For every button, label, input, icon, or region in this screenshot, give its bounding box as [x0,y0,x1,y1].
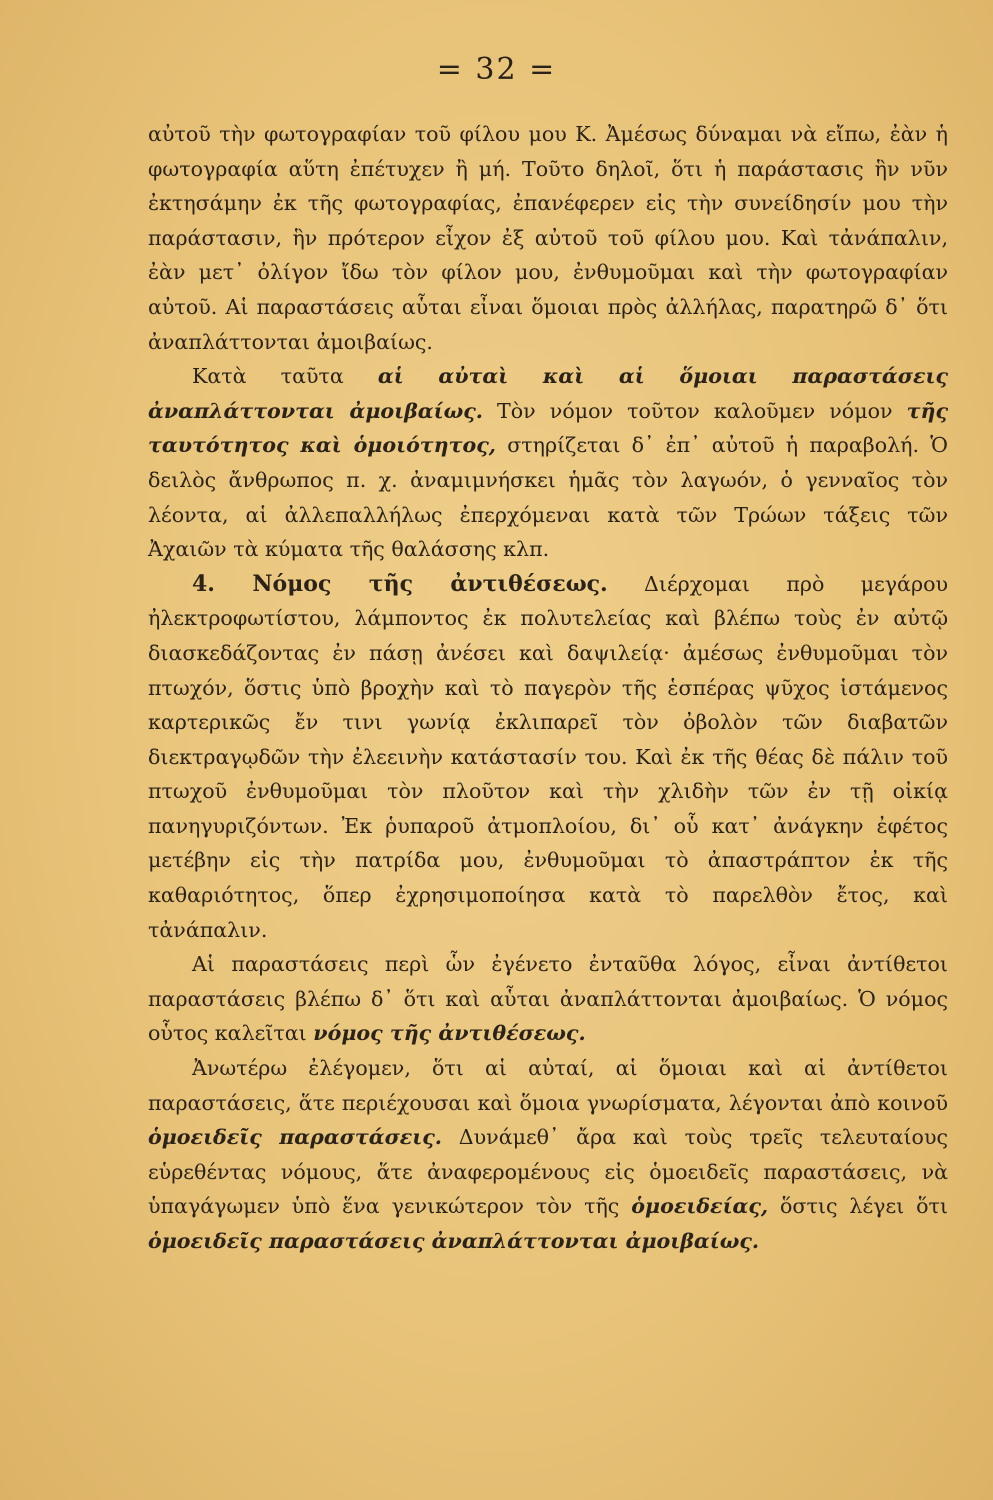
page-number: = 32 = [436,52,557,87]
law-of-homogeneity-statement: ὁμοειδεῖς παραστάσεις ἀναπλάττονται ἀμοιβαίως. [148,1229,760,1253]
paragraph-1 [148,117,948,359]
law-of-contrast-name: νόμος τῆς ἀντιθέσεως. [313,1021,586,1046]
law-of-identity-phrase: αἱ αὐταὶ καὶ αἱ ὅμοιαι παραστάσεις ἀναπλάττονται ἀμοιβαίως. [148,364,948,423]
paragraph-5-span-1: Ἀνωτέρω ἐλέγομεν, ὅτι αἱ αὐταί, αἱ ὅμοιαι καὶ αἱ ἀντίθετοι παραστάσεις, ἅτε περιέχουσαι καὶ ὅμοια γνωρίσματα, λέγονται ἀπὸ κοινοῦ [148,1056,948,1115]
paragraph-4 [148,947,948,1051]
homogeneity-term: ὁμοειδείας, [631,1194,769,1219]
paragraph-1-text: αὐτοῦ τὴν φωτογραφίαν τοῦ φίλου μου Κ. Ἀμέσως δύναμαι νὰ εἴπω, ἐὰν ἡ φωτογραφία αὕτη ἐπέτυχεν ἢ μή. Τοῦτο δηλοῖ, ὅτι ἡ παράστασις ἣν νῦν ἐκτησάμην ἐκ τῆς φωτογραφίας, ἐπανέφερεν εἰς τὴν συνείδησίν μου τὴν παράστασιν, ἣν πρότερον εἶχον ἐξ αὐτοῦ τοῦ φίλου μου. Καὶ τἀνάπαλιν, ἐὰν μετ᾿ ὀλίγον ἴδω τὸν φίλον μου, ἐνθυμοῦμαι καὶ τὴν φωτογραφίαν αὐτοῦ. Αἱ παραστάσεις αὗται εἶναι ὅμοιαι πρὸς ἀλλήλας, παρατηρῶ δ᾿ ὅτι ἀναπλάττονται ἀμοιβαίως. [148,122,948,354]
paragraph-3 [148,567,948,948]
paragraph-3-span-2: Διέρχομαι πρὸ μεγάρου ἠλεκτροφωτίστου, λάμποντος ἐκ πολυτελείας καὶ βλέπω τοὺς ἐν αὐτῷ διασκεδάζοντας ἐν πάσῃ ἀνέσει καὶ δαψιλείᾳ· ἀμέσως ἐνθυμοῦμαι τὸν πτωχόν, ὅστις ὑπὸ βροχὴν καὶ τὸ παγερὸν τῆς ἑσπέρας ψῦχος ἱστάμενος καρτερικῶς ἔν τινι γωνίᾳ ἐκλιπαρεῖ τὸν ὀβολὸν τῶν διαβατῶν διεκτραγῳδῶν τὴν ἐλεεινὴν κατάστασίν του. Καὶ ἐκ τῆς θέας δὲ πάλιν τοῦ πτωχοῦ ἐνθυμοῦμαι τὸν πλοῦτον καὶ τὴν χλιδὴν τῶν ἐν τῇ οἰκίᾳ πανηγυριζόντων. Ἐκ ῥυπαροῦ ἀτμοπλοίου, δι᾿ οὗ κατ᾿ ἀνάγκην ἐφέτος μετέβην εἰς τὴν πατρίδα μου, ἐνθυμοῦμαι τὸ ἀπαστράπτον ἐκ τῆς καθαριότητος, ὅπερ ἐχρησιμοποίησα κατὰ τὸ παρελθὸν ἔτος, καὶ τἀνάπαλιν. [148,571,948,942]
paragraph-5 [148,1051,948,1259]
paragraph-2 [148,359,948,567]
paragraph-5-span-5: ὅστις λέγει ὅτι [768,1194,948,1219]
law-of-identity-name: τῆς ταυτότητος καὶ ὁμοιότητος, [148,398,948,458]
paragraph-2-span-1: Κατὰ ταῦτα [192,364,378,389]
paragraph-2-span-5: στηρίζεται δ᾿ ἐπ᾿ αὐτοῦ ἡ παραβολή. Ὁ δειλὸς ἄνθρωπος π. χ. ἀναμιμνήσκει ἡμᾶς τὸν λαγωόν, ὁ γενναῖος τὸν λέοντα, αἱ ἀλλεπαλλήλως ἐπερχόμεναι κατὰ τῶν Τρώων τάξεις τῶν Ἀχαιῶν τὰ κύματα τῆς θαλάσσης κλπ. [148,433,949,562]
body-text [148,117,948,1259]
paragraph-4-span-1: Αἱ παραστάσεις περὶ ὧν ἐγένετο ἐνταῦθα λόγος, εἶναι ἀντίθετοι παραστάσεις βλέπω δ᾿ ὅτι καὶ αὗται ἀναπλάττονται ἀμοιβαίως. Ὁ νόμος οὗτος καλεῖται [148,952,948,1046]
homogeneous-representations-term: ὁμοειδεῖς παραστάσεις. [148,1125,442,1150]
paragraph-5-span-3: Δυνάμεθ᾿ ἄρα καὶ τοὺς τρεῖς τελευταίους εὑρεθέντας νόμους, ἅτε ἀναφερομένους εἰς ὁμοειδεῖς παραστάσεις, νὰ ὑπαγάγωμεν ὑπὸ ἕνα γενικώτερον τὸν τῆς [148,1125,948,1219]
paragraph-2-span-3: Τὸν νόμον τοῦτον καλοῦμεν νόμον [482,398,907,423]
section-heading-law-of-contrast: 4. Νόμος τῆς ἀντιθέσεως. [192,570,608,597]
